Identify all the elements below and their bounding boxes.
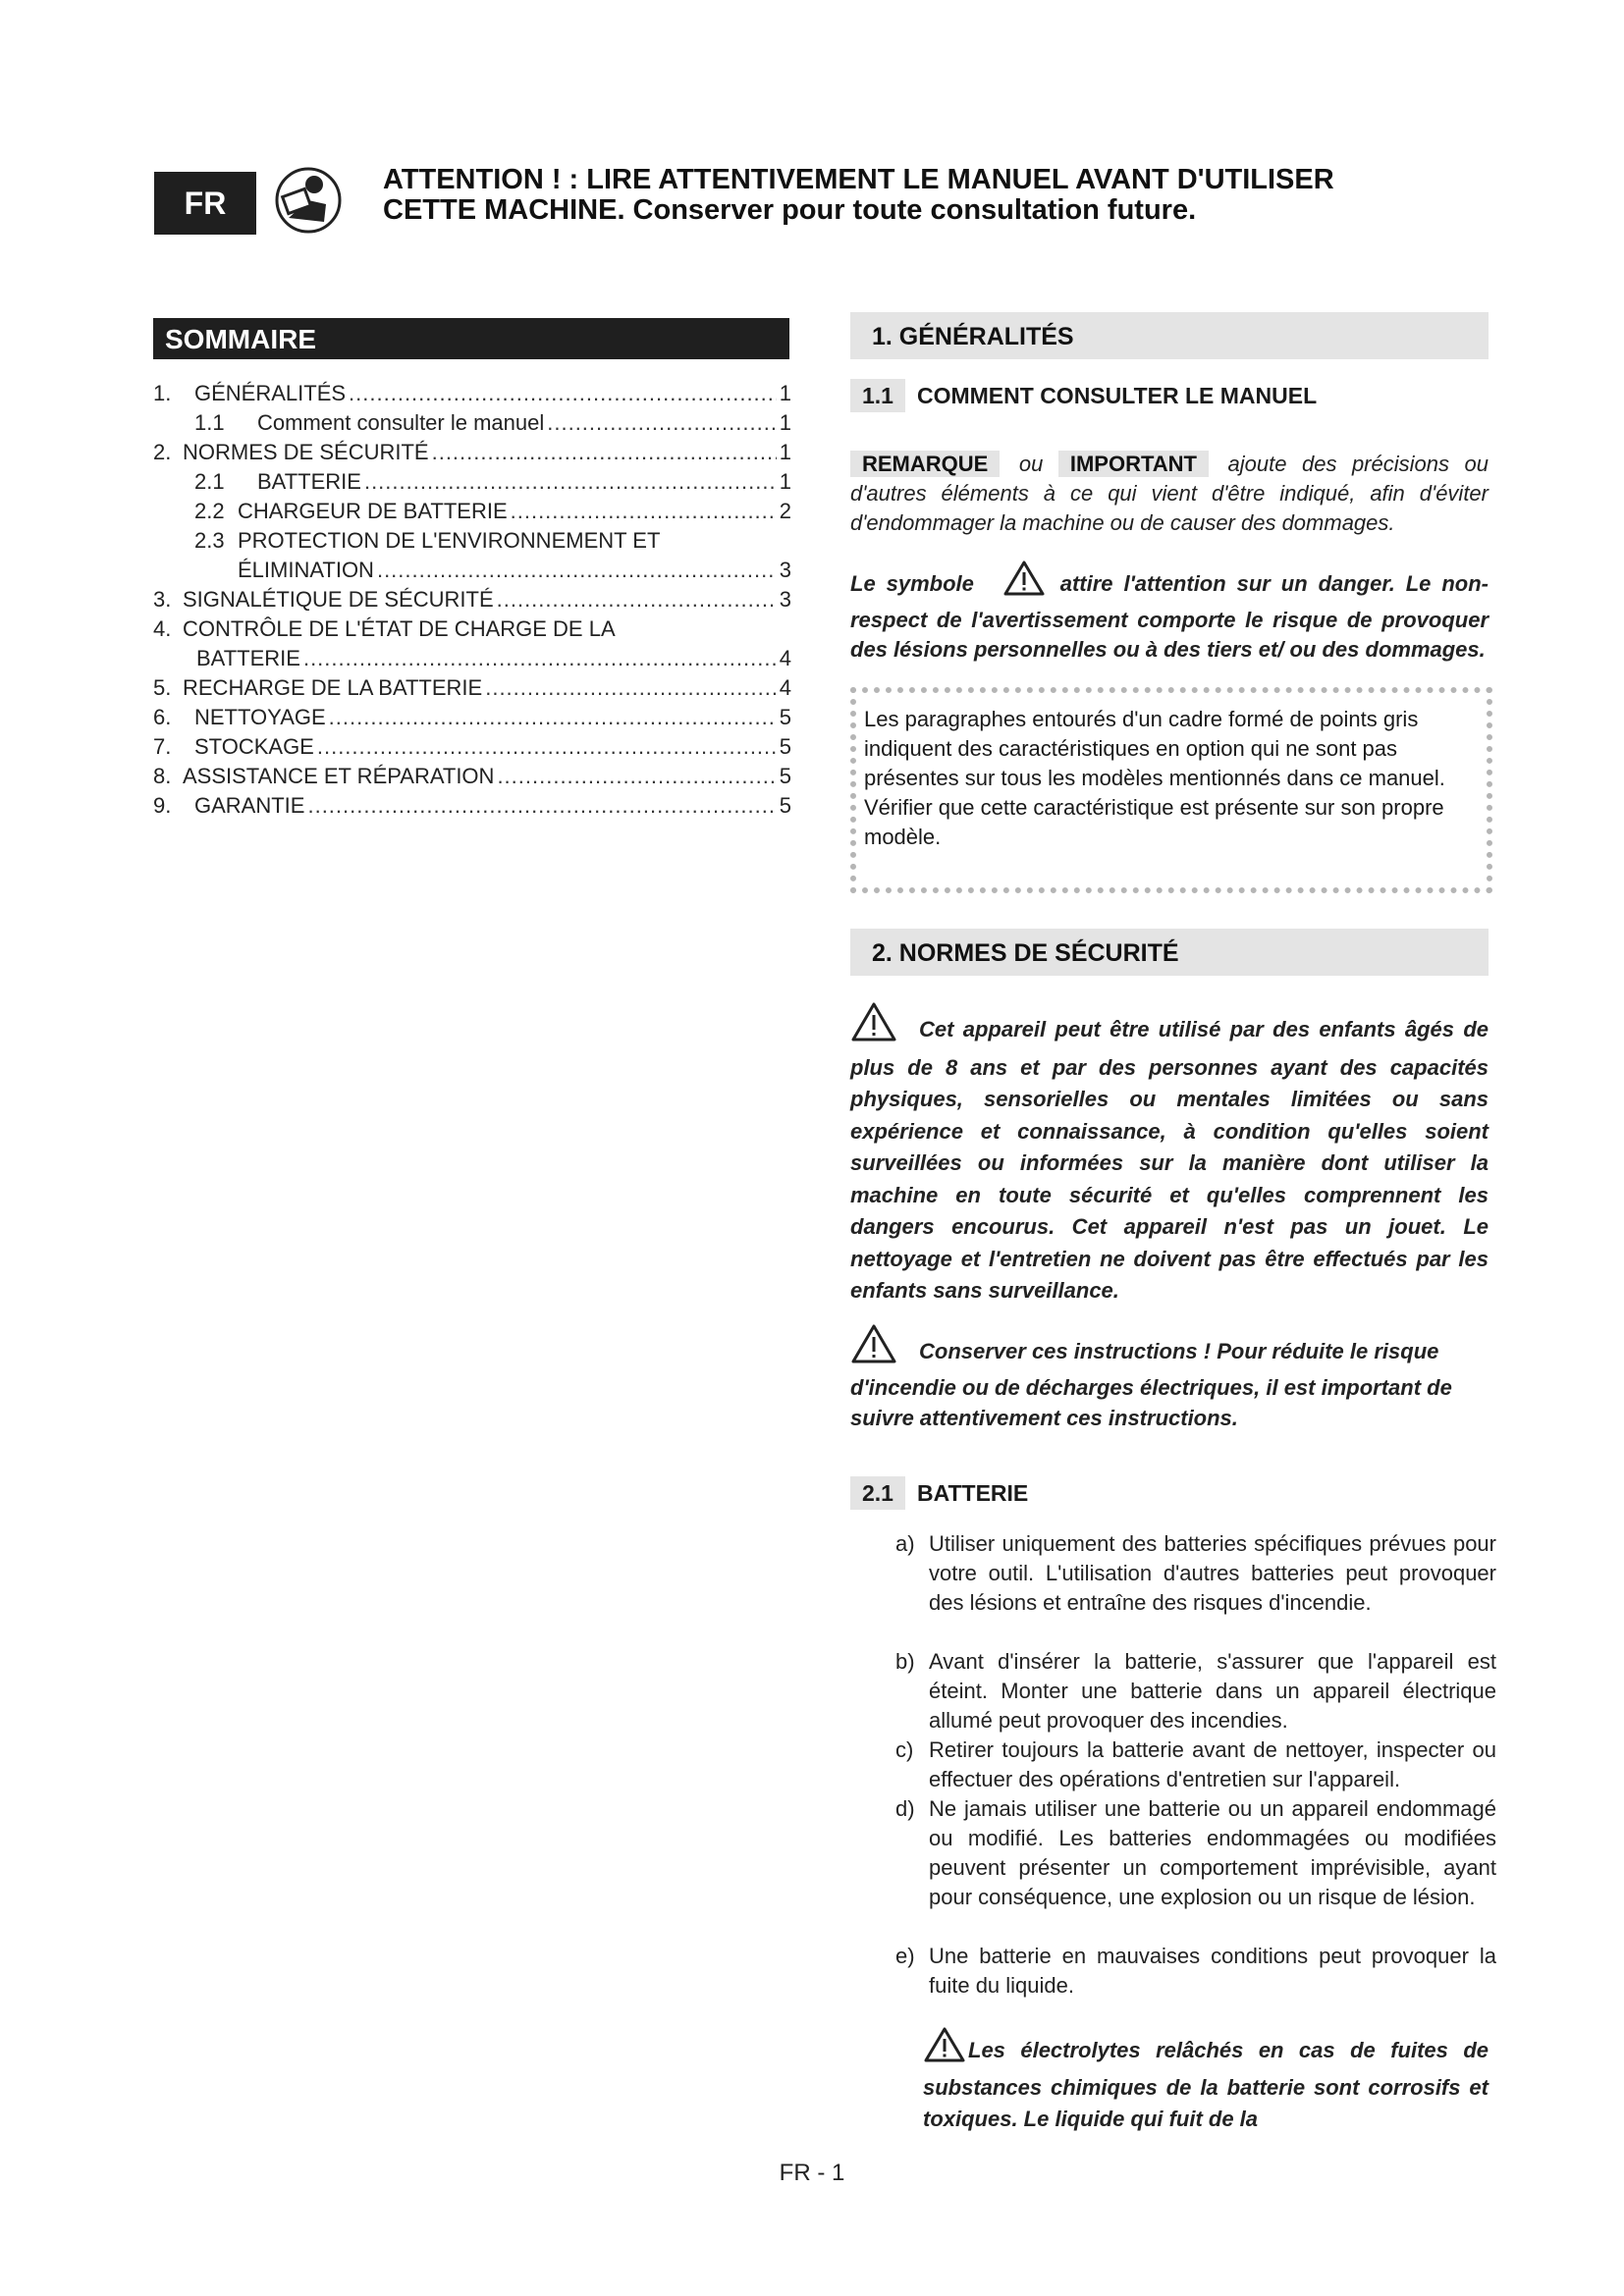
warning-triangle-icon bbox=[1002, 560, 1046, 606]
toc-entry bbox=[153, 614, 791, 644]
toc-leader-dots bbox=[547, 408, 777, 438]
toc-leader-dots bbox=[329, 703, 777, 732]
toc-entry-number: 6. bbox=[153, 705, 172, 729]
toc-entry-number: 8. bbox=[153, 764, 172, 788]
section-2-heading: 2. NORMES DE SÉCURITÉ bbox=[850, 929, 1489, 976]
toc-entry bbox=[153, 762, 791, 791]
toc-entry-page: 5 bbox=[779, 705, 791, 729]
electrolyte-warning-paragraph bbox=[923, 2026, 1489, 2135]
toc-entry-page: 5 bbox=[779, 793, 791, 818]
warning-children-paragraph bbox=[850, 1001, 1489, 1308]
list-letter: b) bbox=[895, 1649, 915, 1674]
electrolyte-warning-text: Les électrolytes relâchés en cas de fuites de substances chimiques de la batterie sont corrosifs et toxiques. Le liquide qui fuit de la bbox=[923, 2038, 1489, 2131]
toc-entry-label: RECHARGE DE LA BATTERIE bbox=[183, 675, 483, 700]
toc-entry-label: SIGNALÉTIQUE DE SÉCURITÉ bbox=[183, 587, 494, 612]
remarque-tag: REMARQUE bbox=[850, 451, 1000, 477]
list-letter: e) bbox=[895, 1944, 915, 1968]
warning-triangle-icon bbox=[850, 1001, 897, 1052]
toc-entry bbox=[196, 644, 791, 673]
toc-entry-number: 2. bbox=[153, 440, 172, 464]
symbol-after: attire l'attention sur un danger. Le non-respect de l'avertissement comporte le risque de provoquer des lésions personnelles ou à des tiers et/ ou des dommages. bbox=[850, 571, 1489, 662]
word-ou: ou bbox=[1018, 452, 1044, 476]
toc-entry bbox=[153, 791, 791, 821]
toc-entry bbox=[153, 585, 791, 614]
toc-entry-label: NORMES DE SÉCURITÉ bbox=[183, 440, 429, 464]
toc-entry-page: 4 bbox=[779, 646, 791, 670]
toc-entry-page: 3 bbox=[779, 558, 791, 582]
warning-instructions-paragraph bbox=[850, 1323, 1489, 1433]
title-line-1: ATTENTION ! : LIRE ATTENTIVEMENT LE MANUEL AVANT D'UTILISER bbox=[383, 164, 1334, 195]
list-text: Utiliser uniquement des batteries spécifiques prévues pour votre outil. L'utilisation d'autres batteries peut provoquer des lésions et entraîne des risques d'incendie. bbox=[929, 1531, 1496, 1615]
toc-leader-dots bbox=[303, 644, 777, 673]
list-item bbox=[895, 1794, 1496, 1912]
list-letter: d) bbox=[895, 1796, 915, 1821]
toc-entry bbox=[194, 526, 791, 556]
toc-leader-dots bbox=[497, 762, 776, 791]
toc-entry-number: 2.2 bbox=[194, 499, 225, 523]
list-text: Ne jamais utiliser une batterie ou un appareil endommagé ou modifié. Les batteries endommagées ou modifiées peuvent présenter un comportement imprévisible, ayant pour conséquence, une explosion ou un risque de lésion. bbox=[929, 1796, 1496, 1909]
toc-entry-label: CHARGEUR DE BATTERIE bbox=[238, 499, 508, 523]
toc-leader-dots bbox=[317, 732, 777, 762]
subsection-number: 1.1 bbox=[850, 379, 905, 412]
toc-leader-dots bbox=[511, 497, 777, 526]
list-letter: a) bbox=[895, 1531, 915, 1556]
list-item bbox=[895, 1735, 1496, 1794]
toc-leader-dots bbox=[432, 438, 777, 467]
subsection-title: COMMENT CONSULTER LE MANUEL bbox=[916, 383, 1318, 408]
section-1-heading: 1. GÉNÉRALITÉS bbox=[850, 312, 1489, 359]
toc-entry-label: GÉNÉRALITÉS bbox=[194, 381, 347, 405]
toc-leader-dots bbox=[364, 467, 777, 497]
list-text: Avant d'insérer la batterie, s'assurer que l'appareil est éteint. Monter une batterie dans un appareil électrique allumé peut provoquer des incendies. bbox=[929, 1649, 1496, 1733]
toc-entry-number: 5. bbox=[153, 675, 172, 700]
page-number: FR - 1 bbox=[779, 2160, 845, 2186]
toc-entry-number: 2.3 bbox=[194, 528, 225, 553]
toc-leader-dots bbox=[307, 791, 776, 821]
list-item bbox=[895, 1647, 1496, 1735]
subsection-title: BATTERIE bbox=[916, 1480, 1029, 1506]
toc-entry-label: ÉLIMINATION bbox=[238, 558, 374, 582]
toc-entry-page: 5 bbox=[779, 734, 791, 759]
toc-entry bbox=[153, 673, 791, 703]
subsection-2-1-heading bbox=[850, 1476, 1028, 1510]
toc-entry-label: BATTERIE bbox=[196, 646, 300, 670]
toc-entry bbox=[194, 467, 791, 497]
toc-entry-number: 4. bbox=[153, 616, 172, 641]
list-text: Une batterie en mauvaises conditions peut provoquer la fuite du liquide. bbox=[929, 1944, 1496, 1998]
toc-entry-number: 3. bbox=[153, 587, 172, 612]
toc-entry-label: GARANTIE bbox=[194, 793, 305, 818]
remark-text: ajoute des précisions ou d'autres éléments à ce qui vient d'être indiqué, afin d'éviter d'endommager la machine ou de causer des dommages. bbox=[850, 452, 1489, 535]
toc-entry-label: ASSISTANCE ET RÉPARATION bbox=[183, 764, 495, 788]
toc-leader-dots bbox=[485, 673, 777, 703]
toc-entry bbox=[153, 703, 791, 732]
warning-children-text: Cet appareil peut être utilisé par des enfants âgés de plus de 8 ans et par des personnes ayant des capacités physiques, sensorielles ou mentales limitées ou sans expérience et connaissance, à condition qu'elles soient surveillées ou informées sur la manière dont utiliser la machine en toute sécurité et qu'elles comprennent les dangers encourus. Cet appareil n'est pas un jouet. Le nettoyage et l'entretien ne doivent pas être effectués par les enfants sans surveillance. bbox=[850, 1017, 1489, 1303]
language-badge: FR bbox=[154, 172, 256, 235]
toc-entry-number: 9. bbox=[153, 793, 172, 818]
toc-entry-label: BATTERIE bbox=[257, 469, 361, 494]
toc-entry-label: Comment consulter le manuel bbox=[257, 410, 545, 435]
list-letter: c) bbox=[895, 1737, 914, 1762]
toc-entry-number: 1. bbox=[153, 381, 172, 405]
toc-entry-label: PROTECTION DE L'ENVIRONNEMENT ET bbox=[238, 528, 661, 553]
warning-triangle-icon bbox=[850, 1323, 897, 1372]
list-item bbox=[895, 1942, 1496, 2001]
toc-entry-label: NETTOYAGE bbox=[194, 705, 326, 729]
subsection-1-1-heading bbox=[850, 379, 1317, 412]
symbol-before: Le symbole bbox=[850, 571, 974, 596]
warning-instructions-text: Conserver ces instructions ! Pour réduite le risque d'incendie ou de décharges électriques, il est important de suivre attentivement ces instructions. bbox=[850, 1339, 1452, 1430]
toc-entry bbox=[153, 732, 791, 762]
toc-entry-page: 4 bbox=[779, 675, 791, 700]
warning-triangle-icon bbox=[923, 2026, 966, 2072]
toc-entry bbox=[153, 438, 791, 467]
toc-entry-page: 3 bbox=[779, 587, 791, 612]
toc-leader-dots bbox=[377, 556, 777, 585]
toc-entry-page: 1 bbox=[779, 410, 791, 435]
toc-leader-dots bbox=[497, 585, 777, 614]
toc-entry-label: CONTRÔLE DE L'ÉTAT DE CHARGE DE LA bbox=[183, 616, 616, 641]
danger-symbol-paragraph bbox=[850, 560, 1489, 666]
manual-warning-title bbox=[383, 165, 1414, 226]
read-manual-icon bbox=[275, 165, 342, 236]
toc-leader-dots bbox=[349, 379, 777, 408]
title-line-2: CETTE MACHINE. Conserver pour toute consultation future. bbox=[383, 194, 1197, 226]
toc-entry-page: 1 bbox=[779, 469, 791, 494]
toc-entry-page: 1 bbox=[779, 440, 791, 464]
list-item bbox=[895, 1529, 1496, 1618]
toc-entry-label: STOCKAGE bbox=[194, 734, 314, 759]
optional-feature-text: Les paragraphes entourés d'un cadre formé de points gris indiquent des caractéristiques en option qui ne sont pas présentes sur tous les modèles mentionnés dans ce manuel. Vérifier que cette caractéristique est présente sur son propre modèle. bbox=[864, 707, 1445, 849]
toc-entry bbox=[194, 408, 791, 438]
toc-entry-page: 5 bbox=[779, 764, 791, 788]
toc-title: SOMMAIRE bbox=[153, 318, 789, 359]
list-text: Retirer toujours la batterie avant de nettoyer, inspecter ou effectuer des opérations d'entretien sur l'appareil. bbox=[929, 1737, 1496, 1791]
toc-entry bbox=[153, 379, 791, 408]
toc-entry-number: 1.1 bbox=[194, 410, 225, 435]
toc-entry bbox=[238, 556, 791, 585]
toc-entry-page: 1 bbox=[779, 381, 791, 405]
remark-paragraph bbox=[850, 450, 1489, 538]
toc-entry-number: 2.1 bbox=[194, 469, 225, 494]
toc-entry-page: 2 bbox=[779, 499, 791, 523]
toc-entry bbox=[194, 497, 791, 526]
toc-entry-number: 7. bbox=[153, 734, 172, 759]
subsection-number: 2.1 bbox=[850, 1476, 905, 1510]
important-tag: IMPORTANT bbox=[1058, 451, 1209, 477]
